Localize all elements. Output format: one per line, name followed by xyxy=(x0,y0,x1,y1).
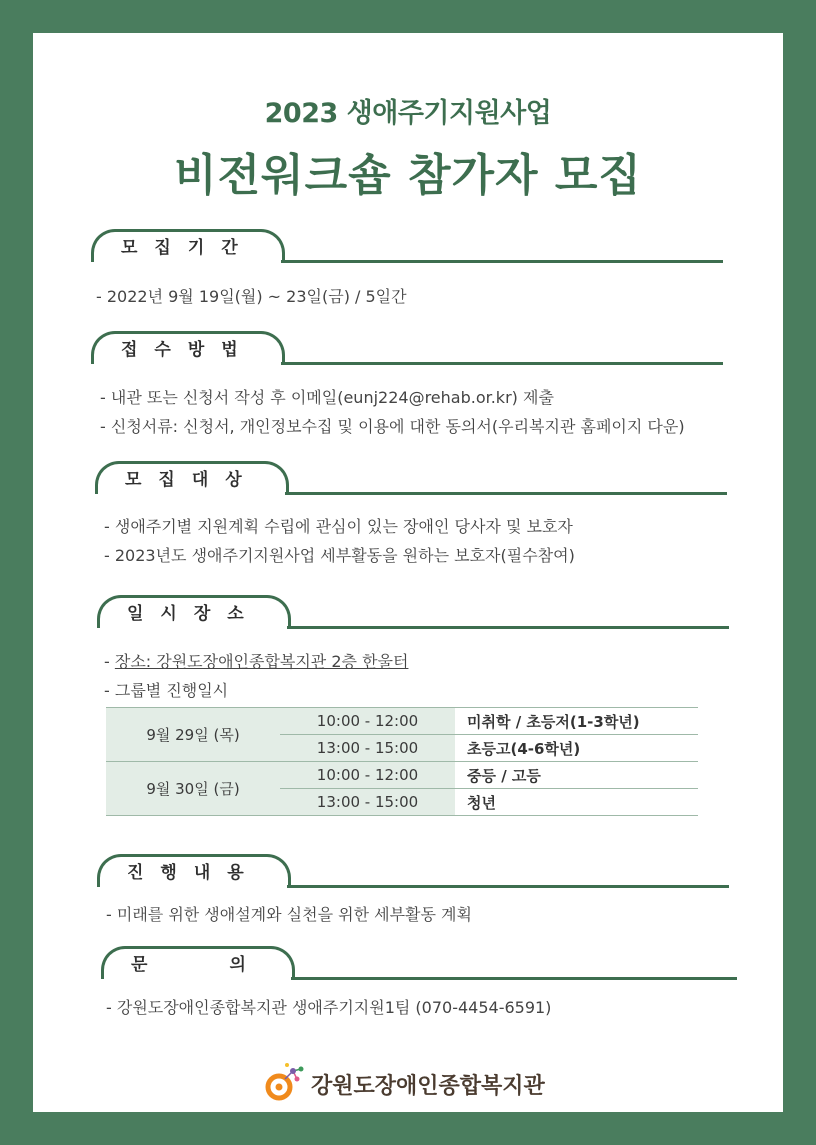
period-line: - 2022년 9월 19일(월) ~ 23일(금) / 5일간 xyxy=(96,287,407,306)
poster-subtitle: 2023 생애주기지원사업 xyxy=(264,98,552,129)
section-label-content: 진행내용 xyxy=(127,863,261,883)
poster-title: 비전워크숍 참가자 모집 xyxy=(174,150,642,201)
target-line-1: - 생애주기별 지원계획 수립에 관심이 있는 장애인 당사자 및 보호자 xyxy=(104,517,573,536)
section-header-target xyxy=(95,461,727,495)
section-header-period xyxy=(91,229,723,263)
schedule-date: 9월 29일 (목) xyxy=(106,708,280,762)
section-label-contact: 문 의 xyxy=(131,955,246,975)
org-logo-text: 강원도장애인종합복지관 xyxy=(311,1074,545,1099)
schedule-time: 13:00 - 15:00 xyxy=(280,735,455,762)
schedule-group: 초등고(4-6학년) xyxy=(455,735,698,762)
schedule-group: 청년 xyxy=(455,789,698,816)
org-logo-icon xyxy=(263,1061,309,1103)
section-label-period: 모집기간 xyxy=(121,238,255,258)
table-row xyxy=(106,762,698,789)
target-line-2: - 2023년도 생애주기지원사업 세부활동을 원하는 보호자(필수참여) xyxy=(104,546,575,565)
section-header-schedule xyxy=(97,595,729,629)
contact-line: - 강원도장애인종합복지관 생애주기지원1팀 (070-4454-6591) xyxy=(106,998,552,1017)
schedule-table xyxy=(106,707,698,816)
apply-line-2: - 신청서류: 신청서, 개인정보수집 및 이용에 대한 동의서(우리복지관 홈페이지 다운) xyxy=(100,417,685,436)
section-label-apply: 접수방법 xyxy=(121,340,255,360)
schedule-date: 9월 30일 (금) xyxy=(106,762,280,816)
section-header-contact xyxy=(101,946,737,980)
section-header-apply xyxy=(91,331,723,365)
schedule-time: 10:00 - 12:00 xyxy=(280,762,455,789)
table-row xyxy=(106,708,698,735)
section-header-content xyxy=(97,854,729,888)
group-schedule-line: - 그룹별 진행일시 xyxy=(104,681,229,700)
apply-line-1: - 내관 또는 신청서 작성 후 이메일(eunj224@rehab.or.kr) 제출 xyxy=(100,388,554,407)
section-label-target: 모집대상 xyxy=(125,470,259,490)
poster-sheet xyxy=(33,33,783,1112)
schedule-group: 미취학 / 초등저(1-3학년) xyxy=(455,708,698,735)
section-label-schedule: 일시장소 xyxy=(127,604,261,624)
place-text: 장소: 강원도장애인종합복지관 2층 한울터 xyxy=(114,652,409,671)
content-line: - 미래를 위한 생애설계와 실천을 위한 세부활동 계획 xyxy=(106,905,472,924)
schedule-group: 중등 / 고등 xyxy=(455,762,698,789)
place-line: - 장소: 강원도장애인종합복지관 2층 한울터 xyxy=(104,652,409,671)
org-logo xyxy=(263,1061,563,1101)
schedule-time: 10:00 - 12:00 xyxy=(280,708,455,735)
schedule-time: 13:00 - 15:00 xyxy=(280,789,455,816)
